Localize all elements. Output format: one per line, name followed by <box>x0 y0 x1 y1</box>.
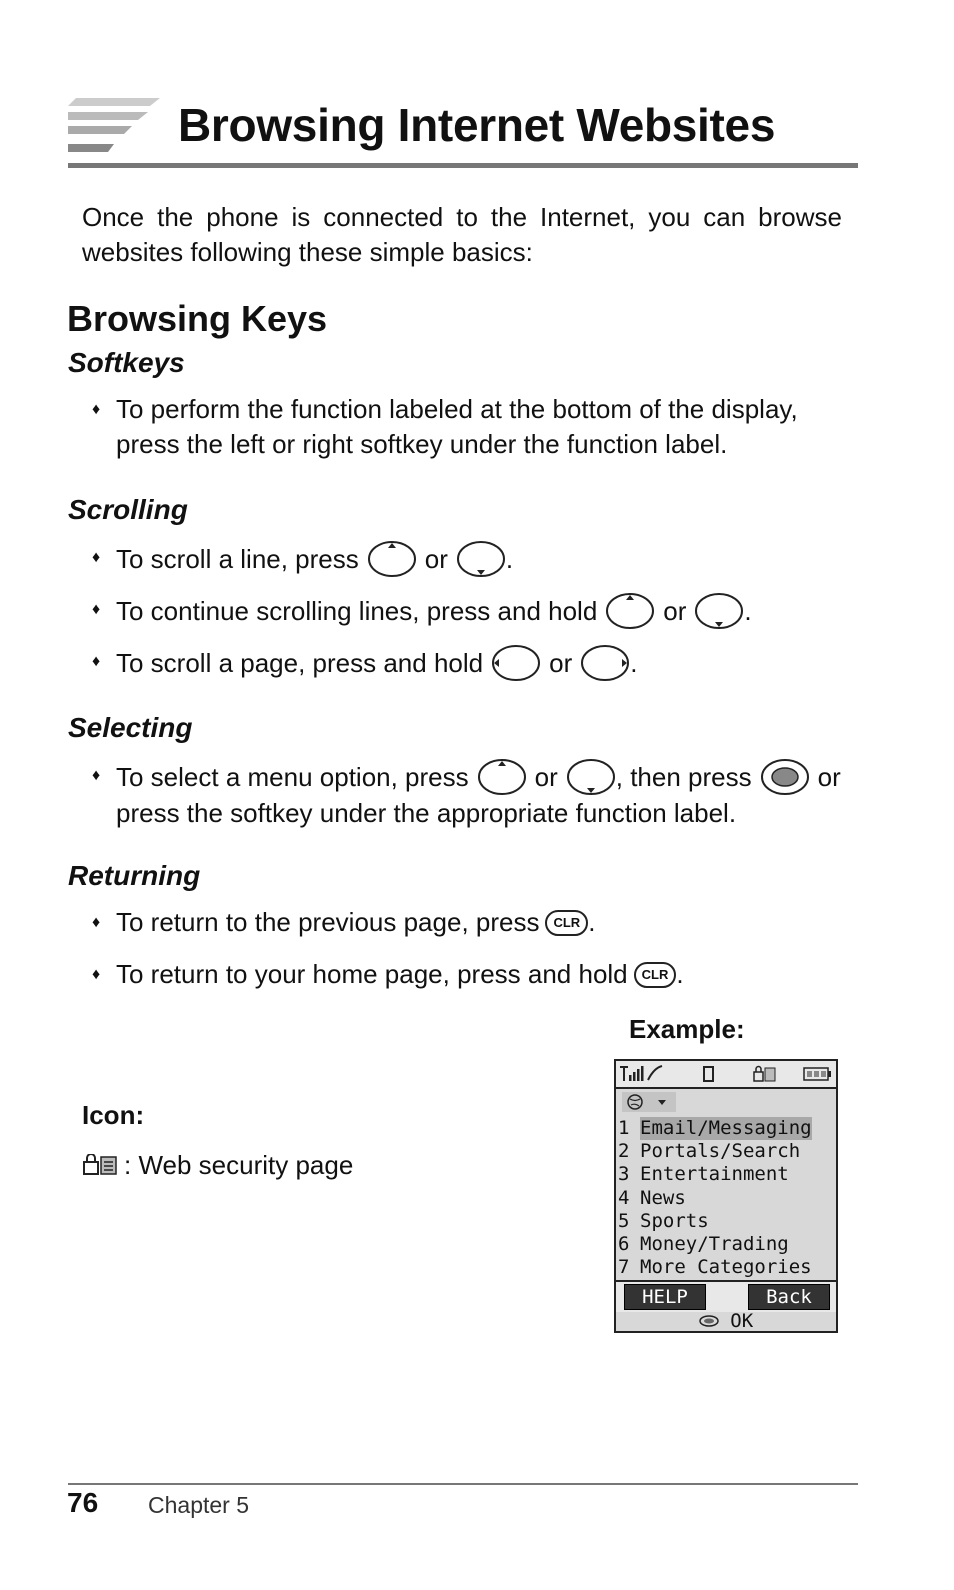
status-bar <box>616 1061 836 1089</box>
scroll-line-text: To scroll a line, press <box>116 543 359 574</box>
nav-up-key-icon <box>605 592 655 630</box>
nav-up-key-icon <box>367 540 417 578</box>
softkeys-text: To perform the function labeled at the bottom of the display, press the left or right softkey under the function label. <box>116 394 798 459</box>
footer-divider <box>68 1483 858 1485</box>
period-text: . <box>505 543 514 574</box>
icon-description: : Web security page <box>124 1150 354 1180</box>
selecting-text-line2: press the softkey under the appropriate function label. <box>116 798 737 828</box>
or-text: or <box>534 761 558 792</box>
bullet-icon: ♦ <box>92 767 101 784</box>
scroll-continue-text: To continue scrolling lines, press and hold <box>116 595 598 626</box>
or-text: or <box>549 647 573 678</box>
back-softkey[interactable]: Back <box>748 1284 830 1310</box>
menu-item[interactable]: 7 More Categories <box>618 1256 812 1279</box>
status-icons <box>618 1064 834 1084</box>
return-previous-bullet <box>92 905 852 940</box>
return-home-text: To return to your home page, press and hold <box>116 959 628 989</box>
icon-label: Icon: <box>82 1100 145 1130</box>
nav-right-key-icon <box>580 644 630 682</box>
or-text: or <box>424 543 448 574</box>
return-home-bullet <box>92 957 852 992</box>
ok-row <box>616 1311 836 1331</box>
selecting-text: To select a menu option, press <box>116 761 469 792</box>
returning-heading: Returning <box>68 860 201 891</box>
period-text: . <box>588 907 596 937</box>
select-key-icon <box>760 758 810 796</box>
selecting-bullet <box>92 758 852 831</box>
menu-item[interactable]: 3 Entertainment <box>618 1163 789 1186</box>
clr-key-icon: CLR <box>545 910 588 936</box>
ok-label: OK <box>730 1310 754 1332</box>
period-text: . <box>676 959 684 989</box>
chapter-label: Chapter 5 <box>148 1492 250 1518</box>
bullet-icon: ♦ <box>92 914 101 931</box>
title-divider <box>68 163 858 168</box>
page-title: Browsing Internet Websites <box>178 99 776 151</box>
title-decoration-icon <box>68 98 168 158</box>
menu-item[interactable]: 5 Sports <box>618 1209 709 1232</box>
bullet-icon: ♦ <box>92 401 101 418</box>
softkeys-heading: Softkeys <box>68 347 185 378</box>
web-security-icon <box>82 1154 118 1178</box>
period-text: . <box>630 647 638 678</box>
nav-left-key-icon <box>491 644 541 682</box>
menu-item[interactable]: 6 Money/Trading <box>618 1233 789 1256</box>
scroll-page-bullet <box>92 644 852 682</box>
icon-legend <box>82 1150 353 1181</box>
help-softkey[interactable]: HELP <box>624 1284 706 1310</box>
menu-item[interactable]: 2 Portals/Search <box>618 1140 801 1163</box>
nav-down-key-icon <box>566 758 616 796</box>
or-text: or <box>817 761 841 792</box>
scrolling-heading: Scrolling <box>68 494 188 525</box>
page-number: 76 <box>67 1487 99 1518</box>
return-previous-text: To return to the previous page, press <box>116 907 540 937</box>
nav-down-key-icon <box>456 540 506 578</box>
bullet-icon: ♦ <box>92 601 101 618</box>
intro-paragraph: Once the phone is connected to the Internet, you can browse websites following these simple basics: <box>82 202 842 267</box>
then-press-text: , then press <box>615 761 752 792</box>
softkeys-bullet <box>92 392 852 462</box>
menu-list <box>616 1117 836 1279</box>
security-icon <box>754 1067 775 1082</box>
mode-icon <box>704 1067 713 1081</box>
clr-key-icon: CLR <box>634 962 677 988</box>
menu-item[interactable]: 1 Email/Messaging <box>618 1117 812 1139</box>
section-heading: Browsing Keys <box>67 298 328 339</box>
example-label: Example: <box>629 1014 745 1044</box>
menu-item[interactable]: 4 News <box>618 1186 686 1209</box>
call-icon <box>648 1066 662 1080</box>
scroll-continue-bullet <box>92 592 852 630</box>
phone-screen-example <box>614 1059 838 1333</box>
softkey-bar <box>616 1280 836 1312</box>
signal-icon <box>620 1066 644 1081</box>
battery-icon <box>804 1068 831 1080</box>
nav-up-key-icon <box>477 758 527 796</box>
period-text: . <box>744 595 752 626</box>
scroll-page-text: To scroll a page, press and hold <box>116 647 484 678</box>
bullet-icon: ♦ <box>92 653 101 670</box>
selecting-heading: Selecting <box>68 712 193 743</box>
or-text: or <box>663 595 687 626</box>
browser-globe-icon <box>622 1092 682 1112</box>
scroll-line-bullet <box>92 540 852 578</box>
select-key-icon <box>699 1315 719 1327</box>
bullet-icon: ♦ <box>92 549 101 566</box>
bullet-icon: ♦ <box>92 966 101 983</box>
nav-down-key-icon <box>694 592 744 630</box>
